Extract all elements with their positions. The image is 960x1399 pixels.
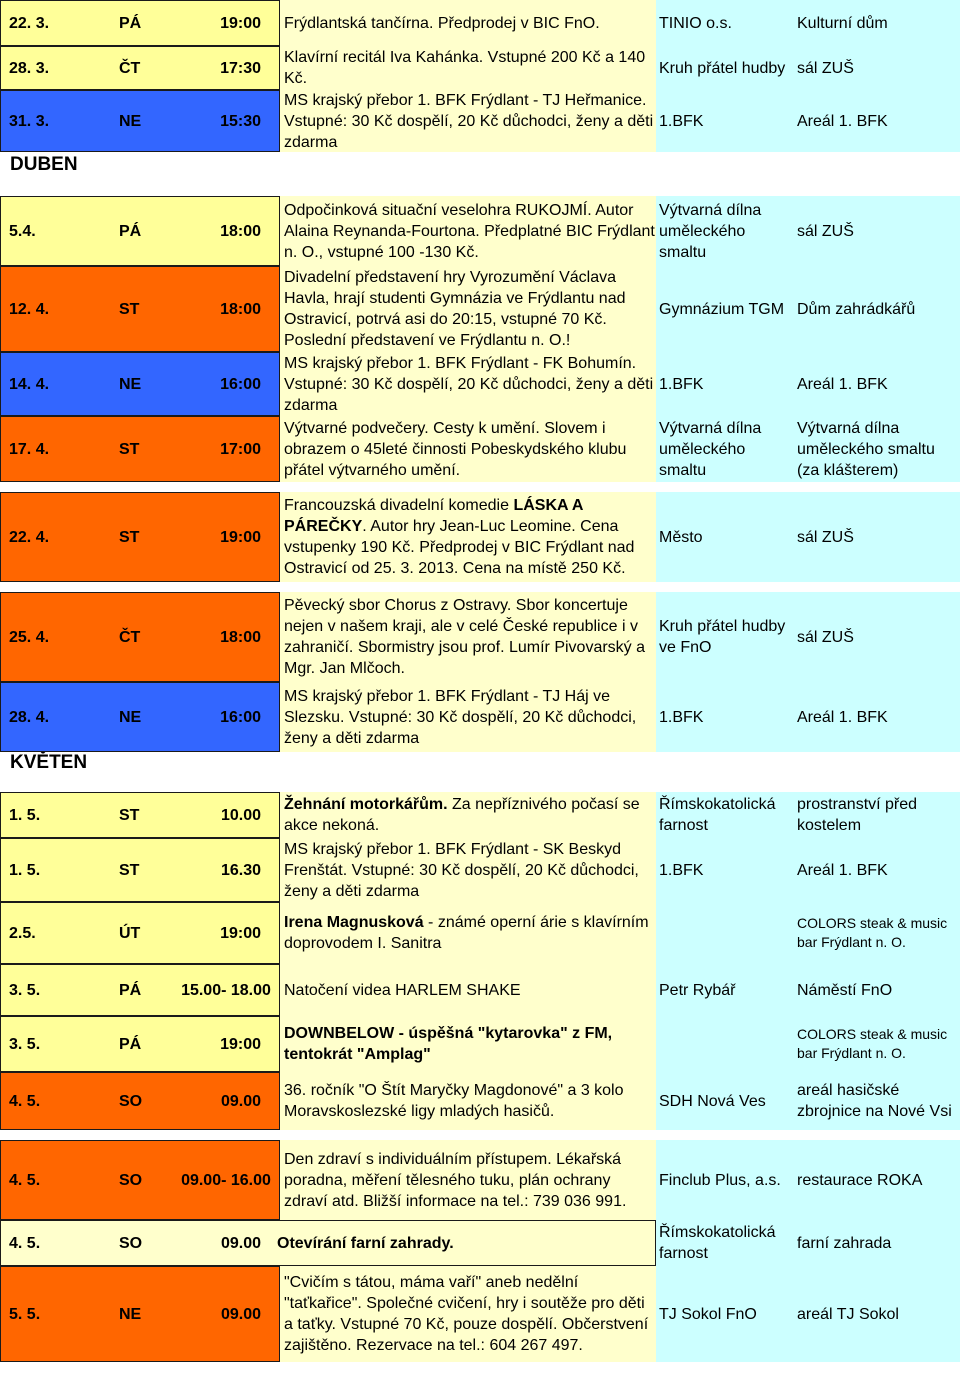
venue: Areál 1. BFK — [797, 708, 888, 726]
organizer: 1.BFK — [659, 708, 704, 726]
description-cell — [280, 682, 656, 752]
date-cell — [0, 492, 280, 582]
time: 09.00 — [220, 1092, 261, 1110]
venue: Dům zahrádkářů — [797, 300, 916, 318]
description-cell — [280, 416, 656, 482]
venue: sál ZUŠ — [797, 628, 854, 646]
table-row — [0, 416, 960, 482]
description-cell — [280, 902, 656, 964]
description: 36. ročník "O Štít Maryčky Magdonové" a 3 kolo Moravskoslezské ligy mladých hasičů. — [284, 1082, 624, 1120]
time: 19:00 — [220, 14, 261, 32]
venue-cell — [794, 416, 960, 482]
description-cell — [280, 90, 656, 152]
organizer-cell — [656, 492, 794, 582]
organizer-cell — [656, 1072, 794, 1130]
time: 16:00 — [220, 375, 261, 393]
organizer-cell — [656, 416, 794, 482]
venue-cell — [794, 682, 960, 752]
organizer: Výtvarná dílna uměleckého smaltu — [659, 201, 762, 261]
row-spacer — [0, 1130, 960, 1140]
venue-cell — [794, 1072, 960, 1130]
description: Natočení videa HARLEM SHAKE — [284, 981, 521, 999]
date: 3. 5. — [9, 981, 41, 999]
row-spacer — [0, 776, 960, 792]
organizer: Kruh přátel hudby — [659, 59, 786, 77]
description: Pěvecký sbor Chorus z Ostravy. Sbor koncertuje nejen v našem kraji, ale v celé České republice i v zahraničí. Sbormistry jsou prof. Lumír Pivovarský a Mgr. Jan Mlčoch. — [284, 597, 646, 677]
venue-cell — [794, 1266, 960, 1362]
venue: areál TJ Sokol — [797, 1305, 899, 1323]
table-row — [0, 1220, 960, 1266]
description-cell — [280, 492, 656, 582]
time: 18:00 — [220, 628, 261, 646]
date-cell — [0, 792, 280, 838]
time: 16.30 — [220, 861, 261, 879]
description-bold: Irena Magnusková — [284, 914, 424, 931]
description-cell — [280, 792, 656, 838]
venue: Areál 1. BFK — [797, 375, 888, 393]
day-of-week: ST — [119, 300, 140, 318]
description-cell — [280, 1140, 656, 1220]
description: Výtvarné podvečery. Cesty k umění. Slovem i obrazem o 45leté činnosti Pobeskydského klubu přátel výtvarného umění. — [284, 419, 627, 479]
row-spacer — [0, 482, 960, 492]
row-spacer — [0, 582, 960, 592]
organizer-cell — [656, 902, 794, 964]
date-cell — [0, 1072, 280, 1130]
date: 22. 3. — [9, 14, 50, 32]
date-description-cell — [0, 1220, 656, 1266]
month-header — [0, 152, 960, 178]
venue: sál ZUŠ — [797, 222, 854, 240]
day-of-week: SO — [119, 1234, 143, 1252]
organizer: 1.BFK — [659, 112, 704, 130]
date: 4. 5. — [9, 1171, 41, 1189]
month-label: DUBEN — [10, 154, 78, 175]
venue-cell — [794, 492, 960, 582]
venue-cell — [794, 196, 960, 266]
table-row — [0, 964, 960, 1016]
venue: COLORS steak & music bar Frýdlant n. O. — [797, 915, 948, 950]
table-row — [0, 792, 960, 838]
table-row — [0, 1072, 960, 1130]
organizer-cell — [656, 1220, 794, 1266]
venue: restaurace ROKA — [797, 1171, 923, 1189]
description: Odpočinková situační veselohra RUKOJMÍ. Autor Alaina Reynanda-Fourtona. Předplatné BIC Frýdlant n. O., vstupné 100 -130 Kč. — [284, 201, 655, 261]
organizer-cell — [656, 792, 794, 838]
organizer: Kruh přátel hudby ve FnO — [659, 618, 786, 656]
description-cell — [280, 1072, 656, 1130]
organizer: 1.BFK — [659, 861, 704, 879]
day-of-week: NE — [119, 1305, 142, 1323]
description-cell — [280, 838, 656, 902]
venue-cell — [794, 1016, 960, 1072]
date: 25. 4. — [9, 628, 50, 646]
venue-cell — [794, 838, 960, 902]
organizer: Město — [659, 528, 703, 546]
description-bold: Otevírání farní zahrady. — [277, 1234, 454, 1252]
date: 17. 4. — [9, 440, 50, 458]
venue-cell — [794, 902, 960, 964]
venue: Areál 1. BFK — [797, 112, 888, 130]
description — [284, 1023, 656, 1065]
table-row — [0, 592, 960, 682]
date-cell — [0, 0, 280, 46]
organizer-cell — [656, 1140, 794, 1220]
day-of-week: NE — [119, 112, 142, 130]
venue-cell — [794, 0, 960, 46]
day-of-week: PÁ — [119, 222, 142, 240]
time: 18:00 — [220, 300, 261, 318]
time: 15:30 — [220, 112, 261, 130]
date: 12. 4. — [9, 300, 50, 318]
time: 15.00- 18.00 — [181, 981, 271, 999]
day-of-week: PÁ — [119, 981, 142, 999]
description: MS krajský přebor 1. BFK Frýdlant - TJ Heřmanice. Vstupné: 30 Kč dospělí, 20 Kč důchodci, ženy a děti zdarma — [284, 91, 654, 151]
description-cell — [280, 592, 656, 682]
table-row — [0, 1140, 960, 1220]
table-row — [0, 492, 960, 582]
day-of-week: ST — [119, 861, 140, 879]
date-cell — [0, 46, 280, 90]
date-cell — [0, 90, 280, 152]
venue: Areál 1. BFK — [797, 861, 888, 879]
date: 31. 3. — [9, 112, 50, 130]
organizer: 1.BFK — [659, 375, 704, 393]
description-cell — [280, 964, 656, 1016]
table-row — [0, 196, 960, 266]
description: Frýdlantská tančírna. Předprodej v BIC FnO. — [284, 14, 600, 32]
venue-cell — [794, 90, 960, 152]
day-of-week: PÁ — [119, 1035, 142, 1053]
description-text: - známé operní árie s klavírním doprovodem I. Sanitra — [284, 914, 649, 952]
date-cell — [0, 196, 280, 266]
organizer-cell — [656, 0, 794, 46]
venue: sál ZUŠ — [797, 528, 854, 546]
table-row — [0, 90, 960, 152]
venue: Výtvarná dílna uměleckého smaltu (za klášterem) — [797, 419, 935, 479]
description: Klavírní recitál Iva Kahánka. Vstupné 200 Kč a 140 Kč. — [284, 49, 646, 87]
organizer-cell — [656, 352, 794, 416]
date-cell — [0, 1140, 280, 1220]
description-bold: Žehnání motorkářům. — [284, 796, 448, 813]
time: 09.00 — [220, 1234, 261, 1252]
organizer-cell — [656, 1266, 794, 1362]
description-bold: LÁSKA A PÁREČKY — [284, 497, 583, 535]
organizer: Římskokatolická farnost — [659, 1224, 776, 1262]
day-of-week: ČT — [119, 628, 141, 646]
description — [284, 912, 656, 954]
day-of-week: SO — [119, 1171, 143, 1189]
table-row — [0, 838, 960, 902]
organizer: Výtvarná dílna uměleckého smaltu — [659, 419, 762, 479]
venue: sál ZUŠ — [797, 59, 854, 77]
organizer-cell — [656, 964, 794, 1016]
day-of-week: ST — [119, 440, 140, 458]
description: Divadelní představení hry Vyrozumění Václava Havla, hrají studenti Gymnázia ve Frýdlantu nad Ostravicí, potrvá asi do 20:15, vstupné 70 Kč. Poslední představení ve Frýdlantu n. O.! — [284, 269, 626, 349]
organizer: Gymnázium TGM — [659, 300, 785, 318]
time: 17:00 — [220, 440, 261, 458]
organizer: TINIO o.s. — [659, 14, 732, 32]
table-row — [0, 0, 960, 46]
organizer-cell — [656, 196, 794, 266]
description — [284, 495, 656, 579]
day-of-week: ST — [119, 528, 140, 546]
venue: prostranství před kostelem — [797, 796, 918, 834]
venue: COLORS steak & music bar Frýdlant n. O. — [797, 1026, 948, 1061]
date: 4. 5. — [9, 1234, 41, 1252]
description-cell — [280, 1016, 656, 1072]
venue: areál hasičské zbrojnice na Nové Vsi — [797, 1082, 952, 1120]
date-cell — [0, 1266, 280, 1362]
month-header — [0, 752, 960, 776]
date: 5.4. — [9, 222, 36, 240]
time: 09.00- 16.00 — [181, 1171, 271, 1189]
date: 4. 5. — [9, 1092, 41, 1110]
table-row — [0, 1266, 960, 1362]
organizer-cell — [656, 838, 794, 902]
date-cell — [0, 964, 280, 1016]
time: 18:00 — [220, 222, 261, 240]
day-of-week: PÁ — [119, 14, 142, 32]
venue-cell — [794, 352, 960, 416]
date: 22. 4. — [9, 528, 50, 546]
description: MS krajský přebor 1. BFK Frýdlant - TJ Háj ve Slezsku. Vstupné: 30 Kč dospělí, 20 Kč důchodci, ženy a děti zdarma — [284, 687, 637, 747]
time: 10.00 — [220, 806, 261, 824]
date: 14. 4. — [9, 375, 50, 393]
organizer-cell — [656, 90, 794, 152]
organizer-cell — [656, 592, 794, 682]
venue: Náměstí FnO — [797, 981, 893, 999]
day-of-week: NE — [119, 375, 142, 393]
venue-cell — [794, 1140, 960, 1220]
time: 19:00 — [220, 924, 261, 942]
description-cell — [280, 0, 656, 46]
table-row — [0, 266, 960, 352]
date-cell — [0, 352, 280, 416]
description: "Cvičím s tátou, máma vaří" aneb nedělní "taťkařice". Společné cvičení, hry i soutěže pro děti a taťky. Vstupné 70 Kč, pouze dospělí. Občerstvení zajištěno. Rezervace na tel.: 604 267 497. — [284, 1274, 649, 1354]
date: 1. 5. — [9, 861, 41, 879]
venue: farní zahrada — [797, 1234, 892, 1252]
venue-cell — [794, 46, 960, 90]
description-cell — [280, 352, 656, 416]
organizer: Petr Rybář — [659, 981, 736, 999]
day-of-week: NE — [119, 708, 142, 726]
venue-cell — [794, 592, 960, 682]
time: 09.00 — [220, 1305, 261, 1323]
organizer: SDH Nová Ves — [659, 1092, 766, 1110]
venue-cell — [794, 266, 960, 352]
date: 3. 5. — [9, 1035, 41, 1053]
venue-cell — [794, 1220, 960, 1266]
month-label: KVĚTEN — [10, 752, 88, 773]
row-spacer — [0, 178, 960, 196]
date-cell — [0, 902, 280, 964]
description-text: Francouzská divadelní komedie — [284, 497, 514, 514]
table-row — [0, 46, 960, 90]
day-of-week: ST — [119, 806, 140, 824]
time: 19:00 — [220, 1035, 261, 1053]
organizer-cell — [656, 46, 794, 90]
description — [284, 794, 656, 836]
organizer-cell — [656, 1016, 794, 1072]
date: 28. 4. — [9, 708, 50, 726]
organizer: TJ Sokol FnO — [659, 1305, 757, 1323]
date-cell — [0, 1016, 280, 1072]
description: MS krajský přebor 1. BFK Frýdlant - SK Beskyd Frenštát. Vstupné: 30 Kč dospělí, 20 Kč důchodci, ženy a děti zdarma — [284, 840, 639, 900]
day-of-week: SO — [119, 1092, 143, 1110]
date: 5. 5. — [9, 1305, 41, 1323]
time: 19:00 — [220, 528, 261, 546]
table-row — [0, 352, 960, 416]
venue-cell — [794, 792, 960, 838]
venue: Kulturní dům — [797, 14, 888, 32]
description-text: Za nepříznivého počasí se akce nekoná. — [284, 796, 640, 834]
table-row — [0, 682, 960, 752]
description — [273, 1233, 649, 1254]
description: Den zdraví s individuálním přístupem. Lékařská poradna, měření tělesného tuku, plán ochrany zdraví atd. Bližší informace na tel.: 739 036 991. — [284, 1150, 627, 1210]
description-cell — [280, 46, 656, 90]
description: MS krajský přebor 1. BFK Frýdlant - FK Bohumín. Vstupné: 30 Kč dospělí, 20 Kč důchodci, ženy a děti zdarma — [284, 354, 654, 414]
time: 16:00 — [220, 708, 261, 726]
organizer: Římskokatolická farnost — [659, 796, 776, 834]
date-cell — [0, 266, 280, 352]
date-cell — [0, 592, 280, 682]
organizer: Finclub Plus, a.s. — [659, 1171, 781, 1189]
description-bold: DOWNBELOW - úspěšná "kytarovka" z FM, tentokrát "Amplag" — [284, 1025, 613, 1063]
table-row — [0, 902, 960, 964]
description-text: . Autor hry Jean-Luc Leomine. Cena vstupenky 190 Kč. Předprodej v BIC Frýdlant nad Ostravicí od 25. 3. 2013. Cena na místě 250 Kč. — [284, 518, 635, 577]
venue-cell — [794, 964, 960, 1016]
date-cell — [0, 838, 280, 902]
table-row — [0, 1016, 960, 1072]
description-cell — [280, 266, 656, 352]
date: 28. 3. — [9, 59, 50, 77]
day-of-week: ÚT — [119, 924, 141, 942]
description-cell — [280, 1266, 656, 1362]
organizer-cell — [656, 266, 794, 352]
time: 17:30 — [220, 59, 261, 77]
organizer-cell — [656, 682, 794, 752]
date-cell — [0, 682, 280, 752]
day-of-week: ČT — [119, 59, 141, 77]
date: 1. 5. — [9, 806, 41, 824]
date: 2.5. — [9, 924, 36, 942]
description-cell — [280, 196, 656, 266]
date-cell — [0, 416, 280, 482]
